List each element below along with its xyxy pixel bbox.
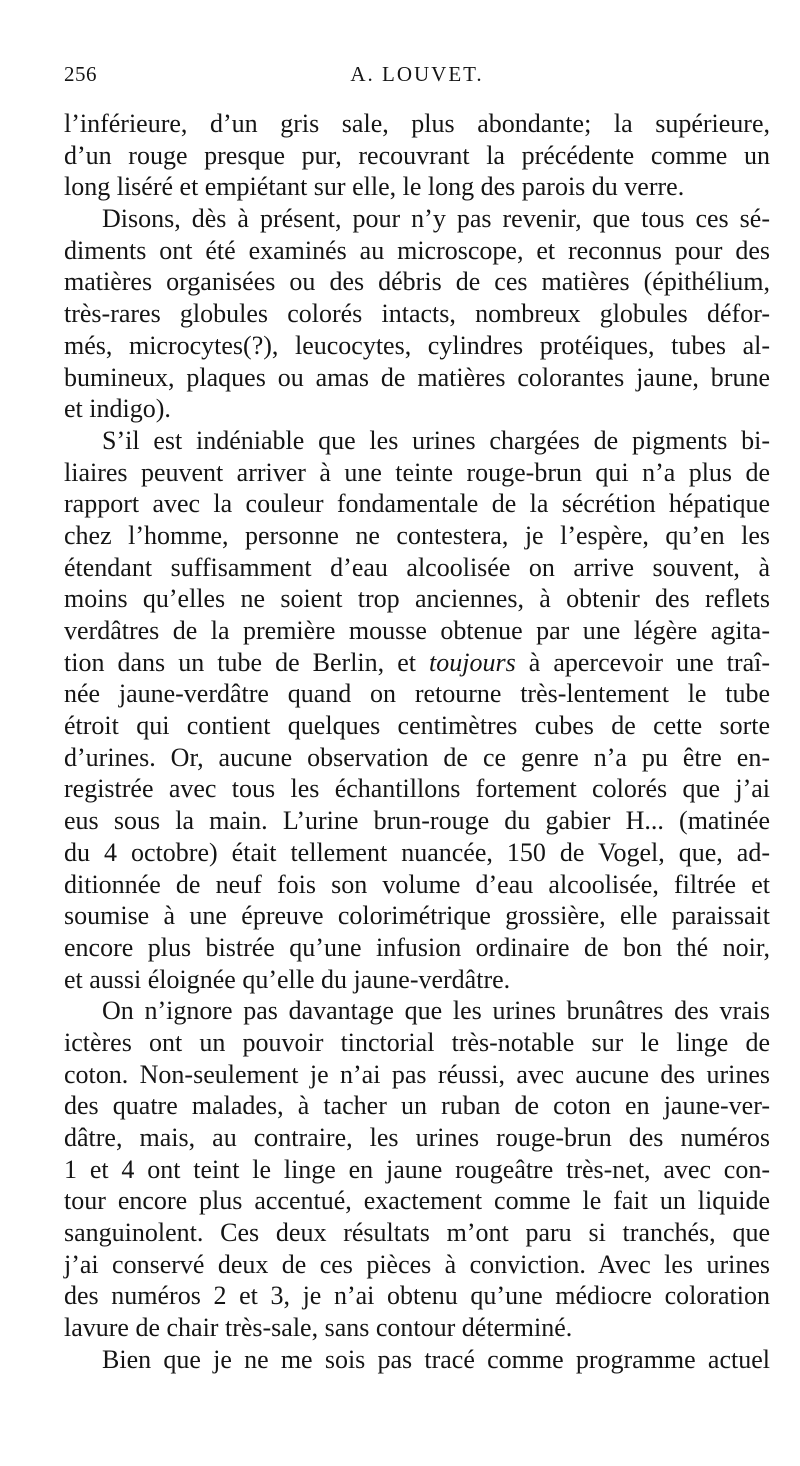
text-line: diments ont été examinés au microscope, et reconnus pour des — [64, 235, 770, 265]
text-line: soumise à une épreuve colorimétrique grossière, elle paraissait — [64, 901, 770, 931]
text-line: étroit qui contient quelques centimètres cubes de cette sorte — [64, 711, 770, 741]
text-line: chez l’homme, personne ne contestera, je l’espère, qu’en les — [64, 520, 770, 550]
page-header — [64, 62, 770, 96]
text-line-with-italic — [64, 647, 770, 679]
text-line: du 4 octobre) était tellement nuancée, 150 de Vogel, que, ad- — [64, 837, 770, 867]
text-line: eus sous la main. L’urine brun-rouge du gabier H... (matinée — [64, 806, 770, 836]
text-line: l’inférieure, d’un gris sale, plus abondante; la supérieure, — [64, 109, 770, 138]
text-line: des quatre malades, à tacher un ruban de coton en jaune-ver- — [64, 1091, 770, 1121]
text-line: et aussi éloignée qu’elle du jaune-verdâtre. — [64, 964, 511, 994]
text-segment: tion dans un tube de Berlin, et — [64, 647, 430, 677]
text-line: ictères ont un pouvoir tinctorial très-notable sur le linge de — [64, 1027, 770, 1057]
paragraph-first-line: On n’ignore pas davantage que les urines brunâtres des vrais — [102, 996, 770, 1026]
paragraph-first-line: Disons, dès à présent, pour n’y pas revenir, que tous ces sé- — [102, 204, 770, 234]
paragraph-first-line: S’il est indéniable que les urines chargées de pigments bi- — [102, 425, 770, 455]
text-line: d’urines. Or, aucune observation de ce genre n’a pu être en- — [64, 742, 770, 772]
text-line: très-rares globules colorés intacts, nombreux globules défor- — [64, 299, 770, 329]
text-line: registrée avec tous les échantillons fortement colorés que j’ai — [64, 774, 770, 804]
page-number: 256 — [64, 62, 97, 86]
text-line: més, microcytes(?), leucocytes, cylindres protéiques, tubes al- — [64, 330, 770, 360]
running-title: A. LOUVET. — [350, 62, 484, 86]
text-line: ditionnée de neuf fois son volume d’eau alcoolisée, filtrée et — [64, 869, 770, 899]
italic-word: toujours — [429, 647, 516, 677]
body-text — [64, 108, 770, 1376]
text-line: d’un rouge presque pur, recouvrant la précédente comme un — [64, 140, 770, 170]
text-segment: à apercevoir une traî- — [515, 647, 770, 677]
text-line: née jaune-verdâtre quand on retourne très-lentement le tube — [64, 679, 770, 709]
text-line: verdâtres de la première mousse obtenue par une légère agita- — [64, 616, 770, 645]
text-line: et indigo). — [64, 394, 171, 424]
text-line: dâtre, mais, au contraire, les urines rouge-brun des numéros — [64, 1123, 770, 1152]
text-line: j’ai conservé deux de ces pièces à conviction. Avec les urines — [64, 1249, 770, 1279]
text-line: moins qu’elles ne soient trop anciennes, à obtenir des reflets — [64, 584, 770, 614]
text-line: tour encore plus accentué, exactement comme le fait un liquide — [64, 1186, 770, 1216]
text-line: encore plus bistrée qu’une infusion ordinaire de bon thé noir, — [64, 932, 770, 962]
text-line: sanguinolent. Ces deux résultats m’ont paru si tranchés, que — [64, 1218, 770, 1248]
text-line: étendant suffisamment d’eau alcoolisée on arrive souvent, à — [64, 552, 770, 582]
text-line: 1 et 4 ont teint le linge en jaune rougeâtre très-net, avec con- — [64, 1154, 770, 1184]
text-line: des numéros 2 et 3, je n’ai obtenu qu’une médiocre coloration — [64, 1281, 770, 1311]
text-line: matières organisées ou des débris de ces matières (épithélium, — [64, 267, 770, 297]
text-line: rapport avec la couleur fondamentale de la sécrétion hépatique — [64, 489, 770, 519]
text-line: lavure de chair très-sale, sans contour déterminé. — [64, 1313, 573, 1343]
text-line: liaires peuvent arriver à une teinte rouge-brun qui n’a plus de — [64, 457, 770, 487]
paragraph-first-line: Bien que je ne me sois pas tracé comme programme actuel — [102, 1344, 770, 1374]
text-line: long liséré et empiétant sur elle, le long des parois du verre. — [64, 172, 685, 202]
text-line: coton. Non-seulement je n’ai pas réussi, avec aucune des urines — [64, 1059, 770, 1089]
text-line: bumineux, plaques ou amas de matières colorantes jaune, brune — [64, 362, 770, 392]
